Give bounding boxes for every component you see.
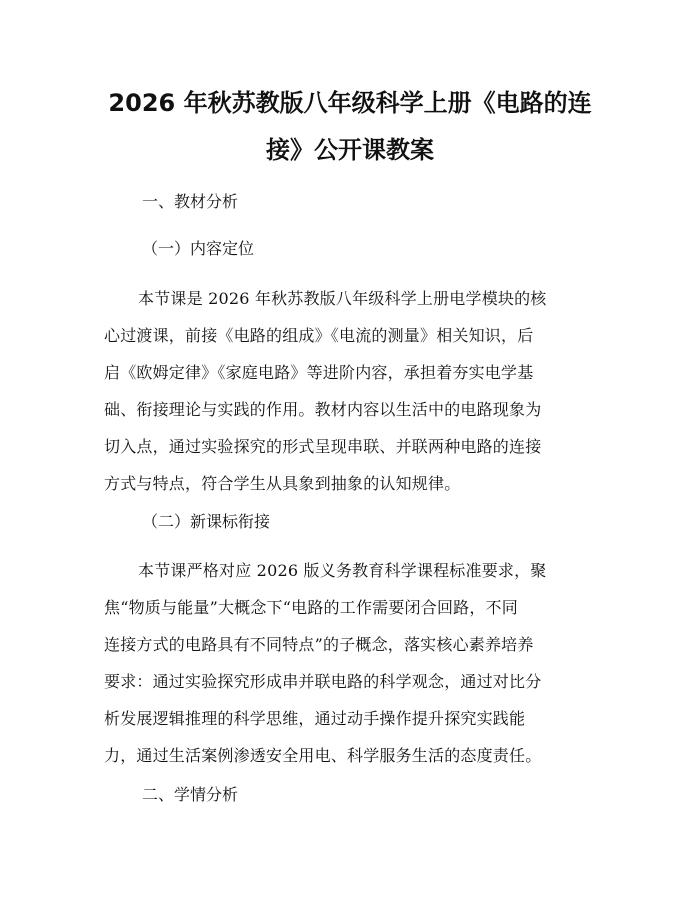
paragraph-line: 本节课是 2026 年秋苏教版八年级科学上册电学模块的核 [138, 289, 547, 308]
paragraph-line: 力，通过生活案例渗透安全用电、科学服务生活的态度责任。 [104, 746, 542, 765]
subsection-heading-curriculum-alignment: （二）新课标衔接 [142, 512, 271, 531]
paragraph-line: 础、衔接理论与实践的作用。教材内容以生活中的电路现象为 [104, 400, 542, 419]
paragraph-content-positioning [104, 280, 598, 502]
paragraph-line: 方式与特点，符合学生从具象到抽象的认知规律。 [104, 474, 461, 493]
paragraph-line: 连接方式的电路具有不同特点”的子概念，落实核心素养培养 [104, 635, 534, 654]
subsection-heading-content-positioning: （一）内容定位 [142, 239, 255, 258]
section-heading-textbook-analysis: 一、教材分析 [142, 192, 239, 211]
paragraph-line: 焦“物质与能量”大概念下“电路的工作需要闭合回路，不同 [104, 598, 518, 617]
section-heading-student-analysis: 二、学情分析 [142, 785, 239, 804]
paragraph-curriculum-alignment [104, 552, 598, 774]
paragraph-line: 心过渡课，前接《电路的组成》《电流的测量》相关知识，后 [104, 326, 534, 345]
paragraph-line: 切入点，通过实验探究的形式呈现串联、并联两种电路的连接 [104, 437, 542, 456]
paragraph-line: 启《欧姆定律》《家庭电路》等进阶内容，承担着夯实电学基 [104, 363, 534, 382]
document-title-line-1: 2026 年秋苏教版八年级科学上册《电路的连 [108, 89, 592, 117]
paragraph-line: 本节课严格对应 2026 版义务教育科学课程标准要求，聚 [138, 561, 547, 580]
document-title-line-2: 接》公开课教案 [266, 136, 434, 164]
paragraph-line: 析发展逻辑推理的科学思维，通过动手操作提升探究实践能 [104, 709, 526, 728]
paragraph-line: 要求：通过实验探究形成串并联电路的科学观念，通过对比分 [104, 672, 542, 691]
